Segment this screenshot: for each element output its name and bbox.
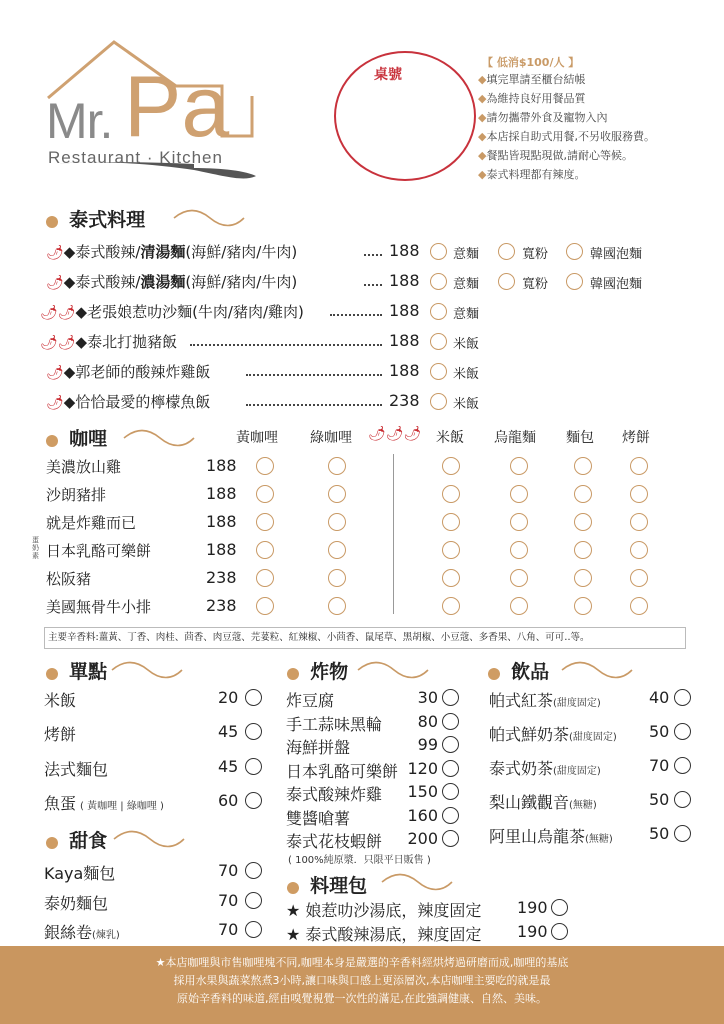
qty-radio[interactable] (442, 689, 459, 706)
dessert-section-header (46, 826, 107, 853)
curry-price: 188 (206, 540, 237, 559)
single-item: 魚蛋 ( 黃咖哩 | 綠咖哩 ) (44, 794, 164, 813)
dessert-price: 70 (218, 861, 239, 880)
section-dot-icon (287, 882, 299, 894)
drink-item: 帕式鮮奶茶(甜度固定) (489, 725, 617, 744)
curry-option-radio[interactable] (328, 597, 346, 615)
drink-item: 帕式紅茶(甜度固定) (489, 691, 601, 710)
col-bread: 麵包 (566, 430, 594, 446)
option-radio[interactable] (498, 243, 515, 260)
option-label: 韓國泡麵 (590, 277, 643, 292)
chili-icon: 🌶 (46, 245, 64, 261)
curry-option-radio[interactable] (574, 541, 592, 559)
option-radio[interactable] (430, 303, 447, 320)
fried-price: 200 (407, 829, 438, 848)
curry-item: 沙朗豬排 (46, 486, 107, 504)
col-yellow-curry: 黃咖哩 (236, 430, 278, 446)
fried-item: 雙醬嗆薯 (286, 808, 351, 828)
fried-item: 日本乳酪可樂餅 (286, 761, 399, 781)
footer-line: 採用水果與蔬菜熬煮3小時,讓口味與口感上更添層次,本店咖哩主要吃的就是最 (173, 974, 551, 987)
pack-price: 190 (517, 922, 548, 941)
wave-decoration-icon (380, 872, 454, 892)
curry-section-header (46, 424, 107, 451)
dessert-price: 70 (218, 891, 239, 910)
dessert-price: 70 (218, 920, 239, 939)
qty-radio[interactable] (442, 713, 459, 730)
option-label: 米飯 (453, 337, 480, 352)
curry-option-radio[interactable] (510, 485, 528, 503)
note-item: ◆請勿攜帶外食及寵物入內 (478, 111, 608, 124)
thai-row: 🌶🌶◆泰北打拋豬飯 (40, 333, 178, 351)
col-udon: 烏龍麵 (494, 430, 536, 446)
thai-price: 238 (389, 391, 420, 410)
curry-option-radio[interactable] (574, 569, 592, 587)
curry-option-radio[interactable] (256, 569, 274, 587)
curry-option-radio[interactable] (574, 485, 592, 503)
dessert-section-title: 甜食 (69, 830, 108, 852)
curry-item: 日本乳酪可樂餅 (46, 542, 152, 560)
curry-option-radio[interactable] (510, 569, 528, 587)
curry-option-radio[interactable] (256, 457, 274, 475)
thai-row: 🌶🌶◆老張娘惹叻沙麵(牛肉/豬肉/雞肉) (40, 303, 304, 321)
qty-radio[interactable] (245, 758, 262, 775)
curry-option-radio[interactable] (510, 513, 528, 531)
fried-item: 泰式花枝蝦餅 (286, 832, 383, 851)
thai-price: 188 (389, 271, 420, 290)
curry-section-title: 咖哩 (69, 428, 108, 450)
option-label: 意麵 (453, 247, 480, 262)
section-dot-icon (46, 435, 58, 447)
thai-row: 🌶◆泰式酸辣/清湯麵(海鮮/豬肉/牛肉) (46, 243, 298, 261)
curry-option-radio[interactable] (574, 457, 592, 475)
col-green-curry: 綠咖哩 (310, 430, 352, 446)
chili-icon: 🌶🌶🌶 (368, 426, 422, 442)
single-price: 45 (218, 757, 239, 776)
fried-item: 泰式酸辣炸雞 (286, 785, 383, 804)
wave-decoration-icon (356, 660, 430, 680)
thai-price: 188 (389, 331, 420, 350)
thai-price: 188 (389, 361, 420, 380)
curry-option-radio[interactable] (630, 569, 648, 587)
note-item: ◆本店採自助式用餐,不另收服務費。 (478, 130, 655, 143)
fried-price: 30 (417, 688, 438, 707)
thai-row: 🌶◆郭老師的酸辣炸雞飯 (46, 363, 211, 381)
fried-price: 120 (407, 758, 438, 778)
pack-item: ★ 泰式酸辣湯底，辣度固定 (286, 925, 482, 944)
drinks-section-header (488, 657, 549, 684)
option-radio[interactable] (566, 273, 583, 290)
qty-radio[interactable] (674, 723, 691, 740)
single-price: 45 (218, 722, 239, 741)
curry-option-radio[interactable] (510, 457, 528, 475)
curry-option-radio[interactable] (442, 485, 460, 503)
option-label: 韓國泡麵 (590, 247, 643, 262)
section-dot-icon (46, 668, 58, 680)
single-item: 烤餅 (44, 725, 77, 744)
curry-item: 美濃放山雞 (46, 458, 122, 476)
curry-item: 松阪豬 (46, 570, 92, 588)
qty-radio[interactable] (551, 899, 568, 916)
chili-icon: 🌶 (46, 395, 64, 411)
chili-icon: 🌶🌶 (40, 305, 76, 321)
fried-price: 150 (407, 782, 438, 801)
logo-mr: Mr. (46, 93, 113, 149)
curry-option-radio[interactable] (256, 513, 274, 531)
curry-option-radio[interactable] (256, 485, 274, 503)
curry-option-radio[interactable] (510, 597, 528, 615)
qty-radio[interactable] (245, 921, 262, 938)
curry-option-radio[interactable] (574, 597, 592, 615)
thai-price: 188 (389, 241, 420, 260)
qty-radio[interactable] (674, 791, 691, 808)
pack-item: ★ 娘惹叻沙湯底，辣度固定 (286, 901, 482, 920)
option-label: 寬粉 (522, 277, 549, 292)
option-label: 米飯 (453, 367, 480, 382)
wave-decoration-icon (560, 660, 634, 680)
pack-price: 190 (517, 898, 548, 917)
option-label: 意麵 (453, 307, 480, 322)
option-radio[interactable] (498, 273, 515, 290)
table-number-circle[interactable] (334, 51, 476, 181)
thai-row: 🌶◆泰式酸辣/濃湯麵(海鮮/豬肉/牛肉) (46, 273, 298, 291)
curry-option-radio[interactable] (328, 541, 346, 559)
section-dot-icon (46, 216, 58, 228)
drinks-section-title: 飲品 (511, 661, 550, 683)
curry-price: 238 (206, 596, 237, 615)
drink-price: 40 (649, 688, 670, 707)
qty-radio[interactable] (245, 689, 262, 706)
fried-note: ( 100%純原漿．只限平日販售 ) (288, 855, 431, 866)
curry-option-radio[interactable] (442, 569, 460, 587)
curry-price: 188 (206, 512, 237, 531)
chili-icon: 🌶 (46, 275, 64, 291)
qty-radio[interactable] (674, 757, 691, 774)
wave-decoration-icon (112, 829, 186, 849)
drink-item: 阿里山烏龍茶(無糖) (489, 827, 613, 846)
thai-row: 🌶◆恰恰最愛的檸檬魚飯 (46, 393, 211, 411)
curry-option-radio[interactable] (630, 597, 648, 615)
fried-item: 海鮮拼盤 (286, 738, 351, 757)
fried-price: 160 (407, 805, 438, 825)
section-dot-icon (287, 668, 299, 680)
fried-section-title: 炸物 (310, 661, 349, 683)
drink-price: 70 (649, 756, 670, 775)
qty-radio[interactable] (442, 783, 459, 800)
note-item: ◆填完單請至櫃台結帳 (478, 73, 586, 86)
veg-tag: 蛋奶素 (32, 536, 39, 560)
drink-price: 50 (649, 824, 670, 843)
option-radio[interactable] (430, 363, 447, 380)
pack-section-title: 料理包 (310, 875, 368, 897)
option-radio[interactable] (430, 333, 447, 350)
fried-item: 炸豆腐 (286, 691, 335, 710)
table-number-label: 桌號 (374, 67, 402, 83)
drink-price: 50 (649, 722, 670, 741)
qty-radio[interactable] (442, 807, 459, 824)
note-item: ◆為維持良好用餐品質 (478, 92, 586, 105)
option-label: 意麵 (453, 277, 480, 292)
curry-option-radio[interactable] (256, 541, 274, 559)
curry-item: 美國無骨牛小排 (46, 598, 152, 616)
single-item: 米飯 (44, 691, 77, 710)
dessert-item: Kaya麵包 (44, 864, 116, 883)
col-rice: 米飯 (436, 430, 464, 446)
curry-option-radio[interactable] (630, 541, 648, 559)
curry-option-radio[interactable] (256, 597, 274, 615)
dessert-item: 泰奶麵包 (44, 894, 109, 913)
chili-icon: 🌶 (46, 365, 64, 381)
logo-subtitle: Restaurant · Kitchen (48, 148, 223, 167)
footer-line: 原始辛香料的味道,經由嗅覺視覺一次性的滿足,在此強調健康、自然、美味。 (177, 992, 547, 1005)
qty-radio[interactable] (245, 862, 262, 879)
logo-pa: Pa (124, 59, 230, 155)
curry-option-radio[interactable] (630, 457, 648, 475)
curry-option-radio[interactable] (630, 485, 648, 503)
curry-option-radio[interactable] (328, 513, 346, 531)
wave-decoration-icon (122, 428, 196, 448)
curry-option-radio[interactable] (510, 541, 528, 559)
fried-price: 80 (417, 711, 438, 731)
qty-radio[interactable] (442, 760, 459, 777)
spice-box (44, 627, 686, 649)
thai-section-title: 泰式料理 (69, 209, 146, 231)
section-dot-icon (46, 837, 58, 849)
drink-price: 50 (649, 790, 670, 809)
dessert-item: 銀絲卷(煉乳) (44, 923, 120, 942)
qty-radio[interactable] (442, 830, 459, 847)
qty-radio[interactable] (442, 736, 459, 753)
chili-icon: 🌶🌶 (40, 335, 76, 351)
option-radio[interactable] (430, 243, 447, 260)
wave-decoration-icon (172, 208, 246, 228)
curry-price: 188 (206, 456, 237, 475)
curry-price: 188 (206, 484, 237, 503)
notes-list (478, 70, 718, 184)
curry-option-radio[interactable] (442, 541, 460, 559)
curry-item: 就是炸雞而已 (46, 514, 137, 532)
footer-line: ★本店咖哩與市售咖哩塊不同,咖哩本身是嚴選的辛香料經烘烤過研磨而成,咖哩的基底 (155, 956, 569, 969)
curry-price: 238 (206, 568, 237, 587)
curry-option-radio[interactable] (630, 513, 648, 531)
footer-banner (0, 946, 724, 1024)
qty-radio[interactable] (674, 689, 691, 706)
spice-list: 主要辛香料:薑黃、丁香、肉桂、茴香、肉豆蔻、芫荽粒、紅辣椒、小茴香、鼠尾草、黑胡椒、小豆蔻、多香果、八角、可可‥等。 (48, 632, 590, 643)
curry-option-radio[interactable] (328, 457, 346, 475)
thai-section-header (46, 205, 145, 232)
option-radio[interactable] (566, 243, 583, 260)
single-section-header (46, 657, 107, 684)
fried-price: 99 (417, 735, 438, 754)
section-dot-icon (488, 668, 500, 680)
qty-radio[interactable] (245, 723, 262, 740)
qty-radio[interactable] (551, 923, 568, 940)
col-naan: 烤餅 (622, 430, 650, 446)
note-item: ◆餐點皆現點現做,請耐心等候。 (478, 149, 633, 162)
single-price: 20 (218, 688, 239, 707)
qty-radio[interactable] (245, 892, 262, 909)
pack-section-header (287, 871, 367, 898)
wave-decoration-icon (110, 660, 184, 680)
option-label: 寬粉 (522, 247, 549, 262)
drink-item: 泰式奶茶(甜度固定) (489, 759, 601, 778)
fried-section-header (287, 657, 348, 684)
qty-radio[interactable] (245, 792, 262, 809)
curry-option-radio[interactable] (328, 485, 346, 503)
note-item: ◆泰式料理都有辣度。 (478, 168, 586, 181)
curry-option-radio[interactable] (328, 569, 346, 587)
min-charge-title: 【 低消$100/人 】 (482, 56, 580, 69)
curry-option-radio[interactable] (442, 597, 460, 615)
option-label: 米飯 (453, 397, 480, 412)
qty-radio[interactable] (674, 825, 691, 842)
option-radio[interactable] (430, 393, 447, 410)
curry-option-radio[interactable] (442, 513, 460, 531)
thai-price: 188 (389, 301, 420, 320)
single-item: 法式麵包 (44, 760, 109, 779)
fried-item: 手工蒜味黑輪 (286, 714, 383, 734)
curry-option-radio[interactable] (442, 457, 460, 475)
single-price: 60 (218, 791, 239, 810)
drink-item: 梨山鐵觀音(無糖) (489, 793, 597, 812)
option-radio[interactable] (430, 273, 447, 290)
single-section-title: 單點 (69, 661, 108, 683)
curry-option-radio[interactable] (574, 513, 592, 531)
